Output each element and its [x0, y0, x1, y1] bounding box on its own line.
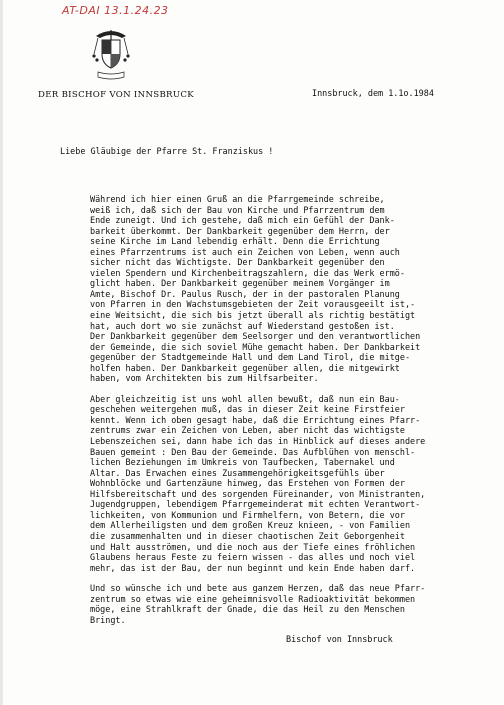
body-line: eines Pfarrzentrums ist auch ein Zeichen von Leben, wenn auch: [90, 246, 400, 257]
body-line: von Pfarren in den Wachstumsgebieten der Zeit vorausgeeilt ist,-: [90, 299, 416, 310]
body-line: Bauen gemeint : Den Bau der Gemeinde. Das Aufblühen von menschl-: [90, 446, 416, 457]
body-line: Wohnblöcke und Gartenzäune hinweg, das Erstehen von Formen der: [90, 478, 405, 489]
body-line: Während ich hier einen Gruß an die Pfarrgemeinde schreibe,: [90, 194, 385, 204]
body-line: vielen Spendern und Kirchenbeitragszahlern, die das Werk ermö-: [90, 267, 405, 278]
signature: Bischof von Innsbruck: [286, 634, 393, 644]
body-line: mehr, das ist der Bau, der nun beginnt und kein Ende haben darf.: [90, 562, 416, 573]
body-line: lichkeiten, von Kommunion und Firmhelfern, von Betern, die vor: [90, 509, 405, 520]
letter-date: Innsbruck, dem 1.1o.1984: [312, 88, 434, 98]
body-line: der Gemeinde, die sich soviel Mühe gemacht haben. Der Dankbarkeit: [90, 341, 421, 352]
body-line: möge, eine Strahlkraft der Gnade, die das Heil zu den Menschen: [90, 604, 405, 615]
body-line: Amte, Bischof Dr. Paulus Rusch, der in der pastoralen Planung: [90, 288, 400, 299]
body-line: Aber gleichzeitig ist uns wohl allen bewußt, daß nun ein Bau-: [90, 393, 400, 404]
paragraph-2: [90, 394, 425, 573]
body-line: Ende zuneigt. Und ich gestehe, daß mich ein Gefühl der Dank-: [90, 215, 395, 226]
sender-title: DER BISCHOF VON INNSBRUCK: [38, 90, 194, 100]
paragraph-3: [90, 583, 425, 625]
paragraph-1: [90, 194, 425, 384]
salutation: Liebe Gläubige der Pfarre St. Franziskus !: [60, 146, 274, 156]
body-line: haben, vom Architekten bis zum Hilfsarbeiter.: [90, 373, 319, 384]
body-line: Bringt.: [90, 614, 126, 625]
body-line: Jugendgruppen, lebendigem Pfarrgemeinderat mit echten Verantwort-: [90, 499, 421, 510]
body-line: geschehen weitergehen muß, das in dieser Zeit keine Firstfeier: [90, 404, 405, 415]
body-line: Lebenszeichen sei, dann habe ich das in Hinblick auf dieses andere: [90, 436, 426, 447]
body-line: die zusammenhalten und in dieser chaotischen Zeit Geborgenheit: [90, 530, 405, 541]
letter-body: [90, 194, 425, 635]
body-line: glicht haben. Der Dankbarkeit gegenüber meinem Vorgänger im: [90, 278, 390, 289]
body-line: Altar. Das Erwachen eines Zusammengehörigkeitsgefühls über: [90, 467, 385, 478]
body-line: holfen haben. Der Dankbarkeit gegenüber allen, die mitgewirkt: [90, 362, 400, 373]
page-edge: [0, 0, 3, 705]
body-line: kennt. Wenn ich oben gesagt habe, daß die Errichtung eines Pfarr-: [90, 414, 421, 425]
body-line: Der Dankbarkeit gegenüber dem Seelsorger und den verantwortlichen: [90, 331, 421, 342]
body-line: zentrums zwar ein Zeichen von Leben, aber nicht das wichtigste: [90, 425, 405, 436]
body-line: gegenüber der Stadtgemeinde Hall und dem Land Tirol, die mitge-: [90, 352, 411, 363]
body-line: eine Weitsicht, die sich bis jetzt überall als richtig bestätigt: [90, 310, 416, 321]
body-line: Hilfsbereitschaft und des sorgenden Füreinander, von Ministranten,: [90, 488, 426, 499]
episcopal-coat-of-arms-icon: [88, 24, 134, 82]
body-line: Glaubens heraus Feste zu feiern wissen - das alles und noch viel: [90, 552, 416, 563]
body-line: sicher nicht das Wichtigste. Der Dankbarkeit gegenüber den: [90, 257, 385, 268]
body-line: seine Kirche im Land lebendig erhält. Denn die Errichtung: [90, 236, 380, 247]
body-line: zentrum so etwas wie eine geheimnisvolle Radioaktivität bekommen: [90, 593, 416, 604]
body-line: dem Allerheiligsten und dem großen Kreuz knieen, - von Familien: [90, 520, 411, 531]
body-line: weiß ich, daß sich der Bau von Kirche und Pfarrzentrum dem: [90, 204, 385, 215]
body-line: barkeit überkommt. Der Dankbarkeit gegenüber dem Herrn, der: [90, 225, 390, 236]
body-line: hat, auch dort wo sie zunächst auf Wiederstand gestoßen ist.: [90, 320, 395, 331]
body-line: und Halt ausströmen, und die noch aus der Tiefe eines fröhlichen: [90, 541, 416, 552]
body-line: Und so wünsche ich und bete aus ganzem Herzen, daß das neue Pfarr-: [90, 583, 426, 594]
body-line: lichen Beziehungen im Umkreis von Taufbecken, Tabernakel und: [90, 457, 395, 468]
archive-stamp: AT-DAI 13.1.24.23: [62, 4, 169, 17]
